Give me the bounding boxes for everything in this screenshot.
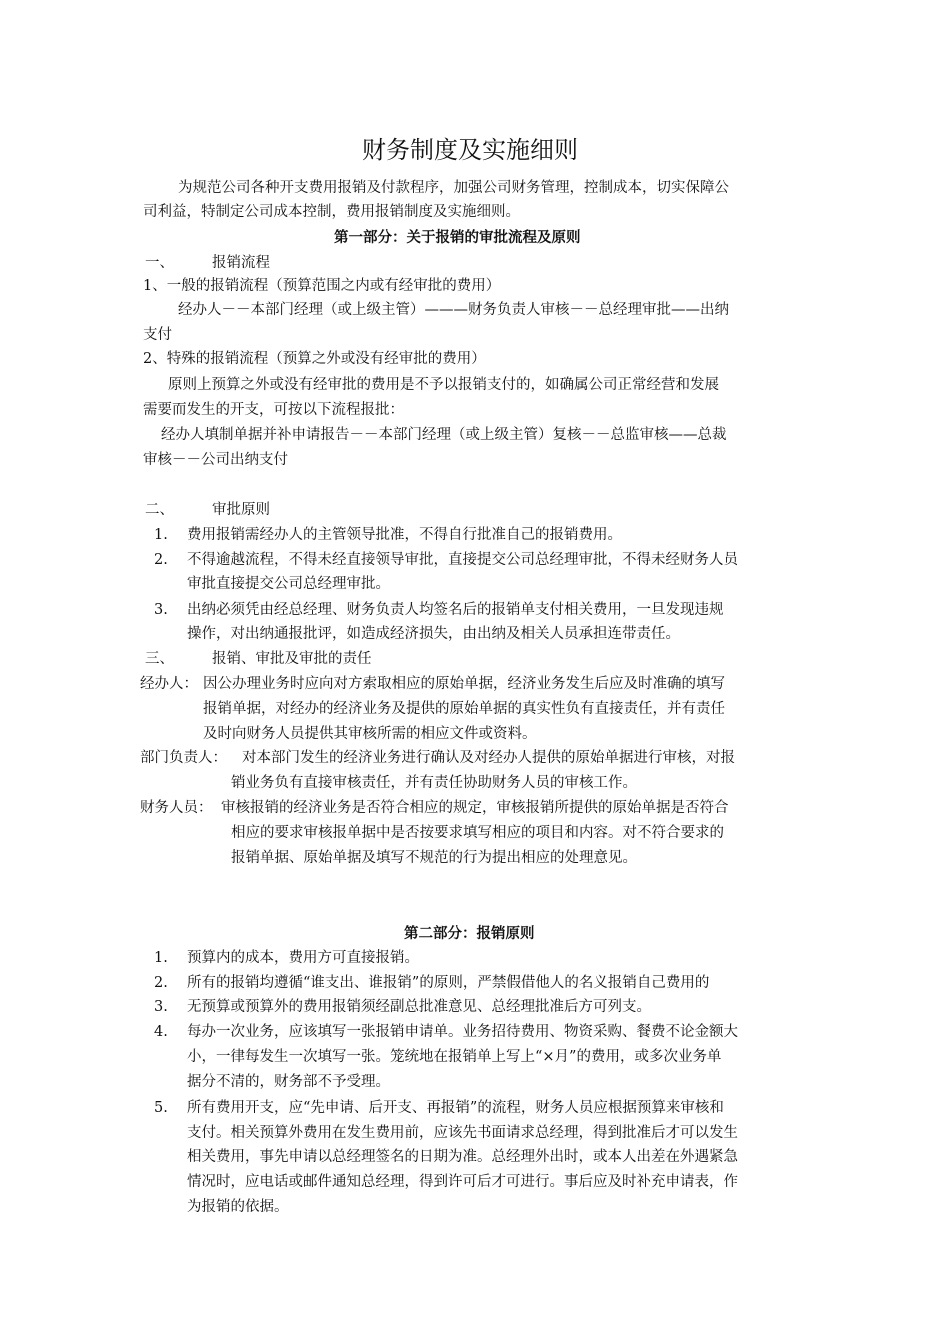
- special-flow-title: 2、特殊的报销流程（预算之外或没有经审批的费用）: [143, 351, 486, 367]
- principle-3-number: 3.: [154, 602, 168, 618]
- rule-5-line-2: 支付。相关预算外费用在发生费用前，应该先书面请求总经理，得到批准后才可以发生: [187, 1125, 738, 1141]
- rule-1-line-1: 预算内的成本，费用方可直接报销。: [187, 950, 419, 966]
- role-dept-head-line-1: 对本部门发生的经济业务进行确认及对经办人提供的原始单据进行审核，对报: [242, 750, 735, 766]
- general-flow-title: 1、一般的报销流程（预算范围之内或有经审批的费用）: [143, 278, 501, 294]
- role-dept-head-label: 部门负责人：: [140, 750, 227, 766]
- rule-4-number: 4.: [154, 1024, 168, 1040]
- general-flow-line-1: 经办人－－本部门经理（或上级主管）———财务负责人审核－－总经理审批——出纳: [178, 302, 729, 318]
- rule-3-line-1: 无预算或预算外的费用报销须经副总批准意见、总经理批准后方可列支。: [187, 999, 651, 1015]
- principle-1-number: 1.: [154, 527, 168, 543]
- special-flow-line-2: 需要而发生的开支，可按以下流程报批：: [143, 402, 404, 418]
- rule-1-number: 1.: [154, 950, 168, 966]
- role-finance-label: 财务人员：: [140, 800, 213, 816]
- document-title: 财务制度及实施细则: [362, 136, 578, 164]
- rule-2-line-1: 所有的报销均遵循“谁支出、谁报销”的原则，严禁假借他人的名义报销自己费用的: [187, 975, 710, 991]
- role-finance-line-1: 审核报销的经济业务是否符合相应的规定，审核报销所提供的原始单据是否符合: [221, 800, 729, 816]
- role-handler-label: 经办人：: [140, 676, 198, 692]
- role-finance-line-2: 相应的要求审核报单据中是否按要求填写相应的项目和内容。对不符合要求的: [231, 825, 724, 841]
- general-flow-line-2: 支付: [143, 327, 172, 343]
- rule-5-line-5: 为报销的依据。: [187, 1199, 289, 1215]
- principle-2-line-1: 不得逾越流程，不得未经直接领导审批，直接提交公司总经理审批，不得未经财务人员: [187, 552, 738, 568]
- rule-2-number: 2.: [154, 975, 168, 991]
- sec1-title: 报销流程: [212, 255, 270, 271]
- principle-3-line-1: 出纳必须凭由经总经理、财务负责人均签名后的报销单支付相关费用，一旦发现违规: [187, 602, 724, 618]
- rule-5-line-1: 所有费用开支，应“先申请、后开支、再报销”的流程，财务人员应根据预算来审核和: [187, 1100, 724, 1116]
- special-flow-line-1: 原则上预算之外或没有经审批的费用是不予以报销支付的，如确属公司正常经营和发展: [168, 377, 719, 393]
- sec3-number: 三、: [145, 651, 174, 667]
- principle-3-line-2: 操作，对出纳通报批评，如造成经济损失，由出纳及相关人员承担连带责任。: [187, 626, 680, 642]
- intro-line-1: 为规范公司各种开支费用报销及付款程序，加强公司财务管理，控制成本，切实保障公: [178, 180, 729, 196]
- principle-2-line-2: 审批直接提交公司总经理审批。: [187, 576, 390, 592]
- sec2-number: 二、: [145, 502, 174, 518]
- rule-3-number: 3.: [154, 999, 168, 1015]
- rule-5-line-4: 情况时，应电话或邮件通知总经理，得到许可后才可进行。事后应及时补充申请表，作: [187, 1174, 738, 1190]
- rule-4-line-1: 每办一次业务，应该填写一张报销申请单。业务招待费用、物资采购、餐费不论金额大: [187, 1024, 738, 1040]
- sec1-number: 一、: [145, 255, 174, 271]
- sec2-title: 审批原则: [212, 502, 270, 518]
- role-dept-head-line-2: 销业务负有直接审核责任，并有责任协助财务人员的审核工作。: [231, 775, 637, 791]
- rule-5-line-3: 相关费用，事先申请以总经理签名的日期为准。总经理外出时，或本人出差在外遇紧急: [187, 1149, 738, 1165]
- role-handler-line-2: 报销单据，对经办的经济业务及提供的原始单据的真实性负有直接责任，并有责任: [203, 701, 725, 717]
- rule-5-number: 5.: [154, 1100, 168, 1116]
- part1-heading: 第一部分：关于报销的审批流程及原则: [334, 229, 581, 246]
- special-flow-line-4: 审核－－公司出纳支付: [143, 452, 288, 468]
- rule-4-line-3: 据分不清的，财务部不予受理。: [187, 1074, 390, 1090]
- special-flow-line-3: 经办人填制单据并补申请报告－－本部门经理（或上级主管）复核－－总监审核——总裁: [161, 427, 727, 443]
- role-handler-line-1: 因公办理业务时应向对方索取相应的原始单据，经济业务发生后应及时准确的填写: [203, 676, 725, 692]
- intro-line-2: 司利益，特制定公司成本控制，费用报销制度及实施细则。: [143, 204, 520, 220]
- principle-2-number: 2.: [154, 552, 168, 568]
- sec3-title: 报销、审批及审批的责任: [212, 651, 372, 667]
- rule-4-line-2: 小，一律每发生一次填写一张。笼统地在报销单上写上“×月”的费用，或多次业务单: [187, 1049, 722, 1065]
- role-finance-line-3: 报销单据、原始单据及填写不规范的行为提出相应的处理意见。: [231, 850, 637, 866]
- part2-heading: 第二部分：报销原则: [404, 925, 535, 942]
- role-handler-line-3: 及时向财务人员提供其审核所需的相应文件或资料。: [203, 726, 537, 742]
- principle-1-line-1: 费用报销需经办人的主管领导批准，不得自行批准自己的报销费用。: [187, 527, 622, 543]
